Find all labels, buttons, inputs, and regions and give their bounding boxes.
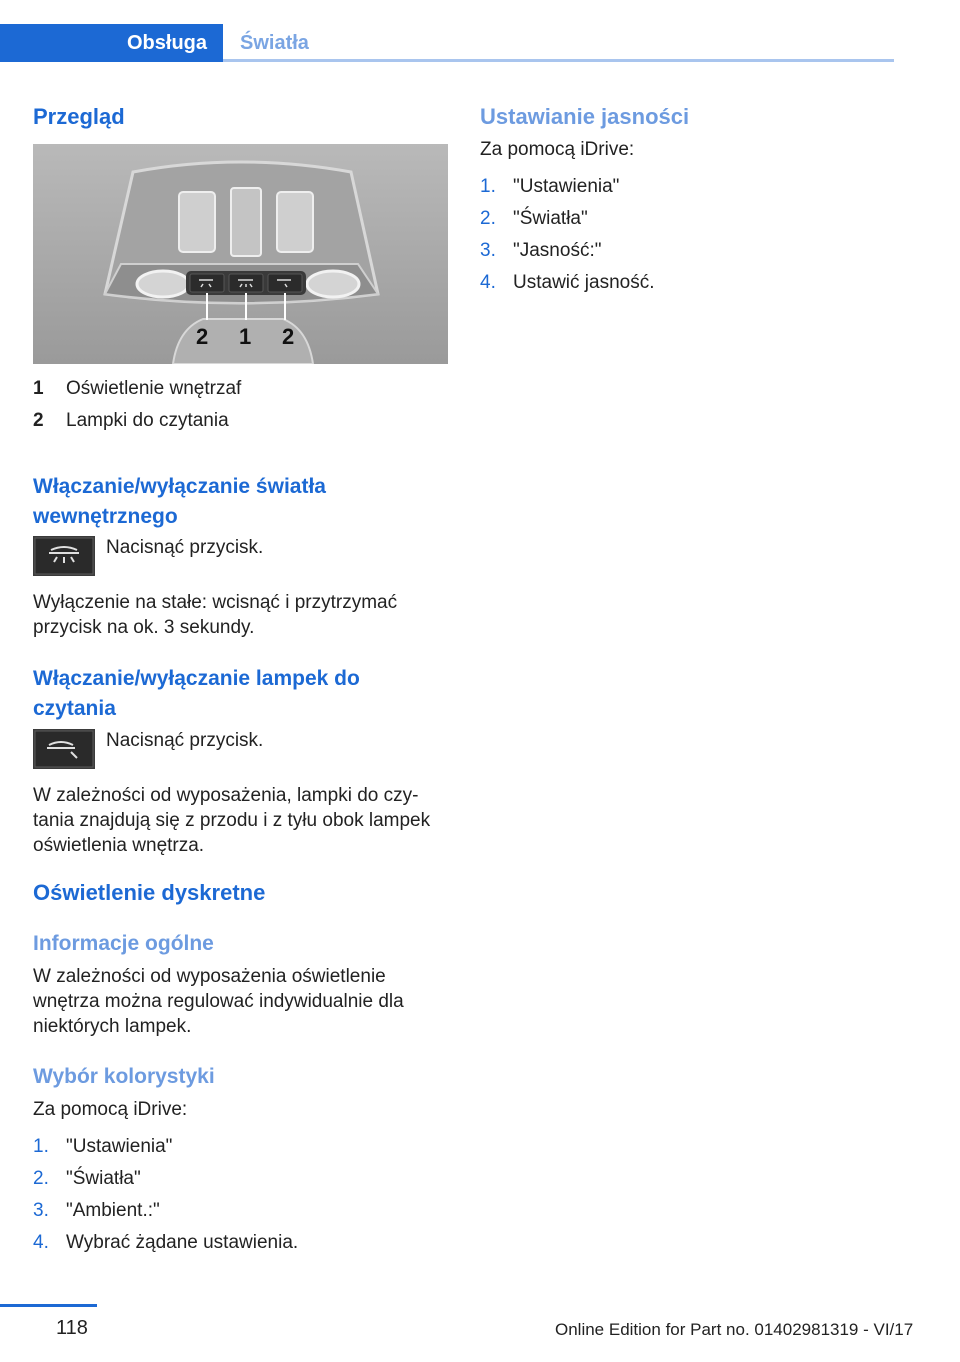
color-selection-heading: Wybór kolorystyki — [33, 1065, 215, 1088]
legend-number: 1 — [33, 378, 44, 399]
reading-light-note — [33, 783, 430, 858]
callout-2-left: 2 — [196, 324, 209, 349]
legend-number: 2 — [33, 410, 44, 431]
callout-1: 1 — [239, 324, 252, 349]
step-number: 1. — [480, 176, 496, 197]
step-number: 3. — [480, 240, 496, 261]
interior-light-instruction: Nacisnąć przycisk. — [106, 537, 264, 558]
legend-label: Oświetlenie wnętrzaf — [66, 378, 242, 399]
step-number: 1. — [33, 1136, 49, 1157]
brightness-intro: Za pomocą iDrive: — [480, 139, 635, 160]
step-text: "Ustawienia" — [513, 176, 620, 197]
step-text: "Jasność:" — [513, 240, 602, 261]
step-text: Ustawić jasność. — [513, 272, 655, 293]
step-text: "Ambient.:" — [66, 1200, 160, 1221]
general-info-line2: wnętrza można regulować indywidualnie dla — [33, 991, 404, 1012]
general-info-line1: W zależności od wyposażenia oświetlenie — [33, 966, 386, 987]
reading-light-instruction: Nacisnąć przycisk. — [106, 730, 264, 751]
reading-light-note-line3: oświetlenia wnętrza. — [33, 835, 205, 856]
reading-lights-heading — [33, 664, 360, 724]
interior-light-heading-line2: wewnętrznego — [33, 505, 178, 528]
tab-obsluga-label: Obsługa — [126, 32, 207, 54]
overview-heading: Przegląd — [33, 104, 125, 129]
interior-light-note-line1: Wyłączenie na stałe: wcisnąć i przytrzymać — [33, 592, 398, 613]
edition-note: Online Edition for Part no. 01402981319 - VI/17 — [555, 1320, 914, 1339]
step-number: 2. — [33, 1168, 49, 1189]
reading-lights-heading-line1: Włączanie/wyłączanie lampek do — [33, 667, 360, 690]
step-text: Wybrać żądane ustawienia. — [66, 1232, 299, 1253]
general-info-line3: niektórych lampek. — [33, 1016, 192, 1037]
legend-label: Lampki do czytania — [66, 410, 229, 431]
step-text: "Światła" — [66, 1168, 141, 1189]
tab-underline — [223, 59, 894, 62]
reading-light-note-line1: W zależności od wyposażenia, lampki do czy‐ — [33, 785, 419, 806]
interior-light-note-line2: przycisk na ok. 3 sekundy. — [33, 617, 255, 638]
color-selection-intro: Za pomocą iDrive: — [33, 1099, 188, 1120]
interior-light-button-icon — [33, 536, 95, 576]
brightness-heading: Ustawianie jasności — [480, 104, 690, 129]
footer-accent-bar — [0, 1304, 97, 1307]
interior-light-heading — [33, 472, 326, 532]
step-number: 3. — [33, 1200, 49, 1221]
general-info-text — [33, 964, 404, 1039]
ceiling-console-illustration — [33, 144, 448, 364]
step-text: "Ustawienia" — [66, 1136, 173, 1157]
step-text: "Światła" — [513, 208, 588, 229]
general-info-heading: Informacje ogólne — [33, 932, 214, 955]
callout-2-right: 2 — [282, 324, 295, 349]
interior-light-heading-line1: Włączanie/wyłączanie światła — [33, 475, 326, 498]
reading-light-note-line2: tania znajdują się z przodu i z tyłu obok lampek — [33, 810, 431, 831]
interior-light-note — [33, 590, 397, 640]
step-number: 4. — [480, 272, 496, 293]
ambient-light-heading: Oświetlenie dyskretne — [33, 880, 266, 905]
tab-obsluga[interactable] — [0, 24, 223, 62]
step-number: 4. — [33, 1232, 49, 1253]
header-tabbar — [0, 24, 894, 62]
reading-light-button-icon — [33, 729, 95, 769]
reading-lights-heading-line2: czytania — [33, 697, 116, 720]
tab-swiatla[interactable]: Światła — [240, 32, 309, 54]
step-number: 2. — [480, 208, 496, 229]
page-number: 118 — [56, 1317, 88, 1339]
